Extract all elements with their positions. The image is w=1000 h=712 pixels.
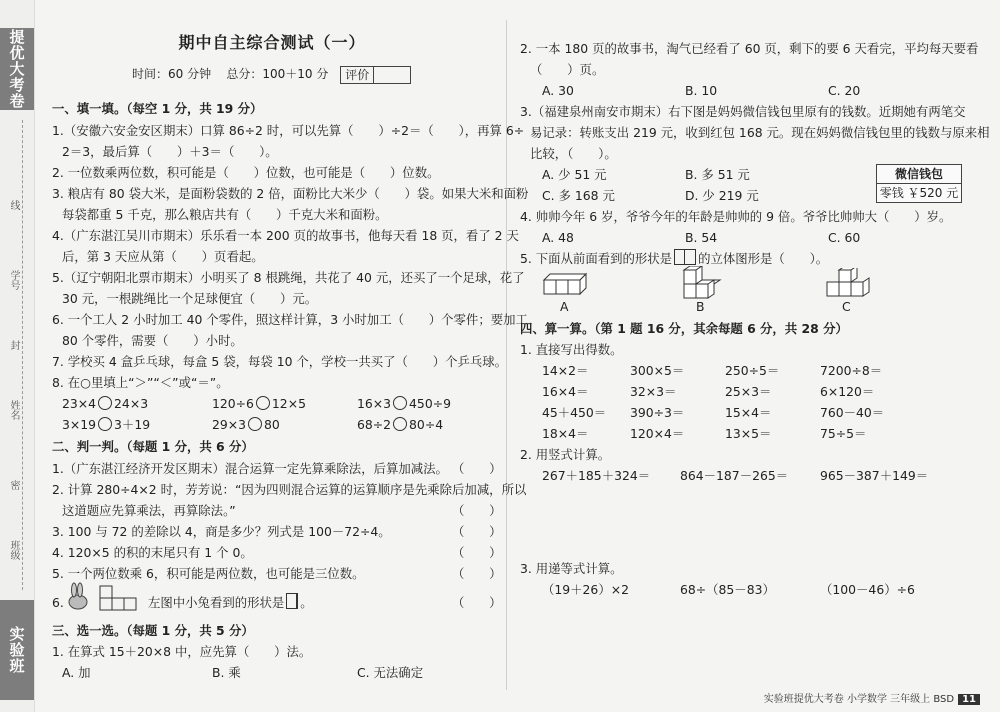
left-column [52, 0, 529, 712]
oral-item[interactable]: 390÷3＝ [630, 405, 685, 420]
choice-option[interactable]: C. 无法确定 [357, 665, 424, 680]
figure-label[interactable]: B [696, 299, 705, 314]
judge-line: 3. 100 与 72 的差除以 4，商是多少？列式是 100－72÷4。 [52, 524, 391, 539]
judge-line: 这道题应先算乘法，再算除法。” [62, 503, 236, 518]
question-line: 1.（安徽六安金安区期末）口算 86÷2 时，可以先算（ ）÷2＝（ ），再算 6÷ [52, 123, 525, 138]
total-score: 总分：100＋10 分 [226, 67, 329, 81]
judge-line: 6. [52, 595, 64, 610]
choice-option[interactable]: A. 加 [62, 665, 91, 680]
question-line: 2＝3，最后算（ ）＋3＝（ ）。 [62, 144, 278, 159]
calc-question: 2. 用竖式计算。 [520, 447, 611, 462]
compare-circle[interactable] [393, 396, 407, 410]
figure-label[interactable]: C [842, 299, 851, 314]
side-label: 姓名 [8, 400, 19, 420]
section-title: 三、选一选。（每题 1 分，共 5 分） [52, 623, 254, 638]
page-title: 期中自主综合测试（一） [178, 33, 366, 52]
compare-item: 68÷2 80÷4 [357, 417, 444, 432]
question-line: 2. 一位数乘两位数，积可能是（ ）位数，也可能是（ ）位数。 [52, 165, 440, 180]
side-label: 封 [8, 340, 19, 350]
binding-sidebar [0, 0, 35, 712]
oral-item[interactable]: 25×3＝ [725, 384, 772, 399]
calc-question: 1. 直接写出得数。 [520, 342, 623, 357]
stepwise-item[interactable]: 68÷（85－83） [680, 582, 775, 597]
answer-paren[interactable]: （ ） [452, 503, 502, 518]
question-line: 8. 在○里填上“＞”“＜”或“＝”。 [52, 375, 229, 390]
compare-circle[interactable] [256, 396, 270, 410]
choice-option[interactable]: B. 乘 [212, 665, 241, 680]
brand-band-top: 提优大考卷 [0, 28, 34, 110]
figure-label[interactable]: A [560, 299, 569, 314]
oral-item[interactable]: 32×3＝ [630, 384, 677, 399]
choice-question: 3.（福建泉州南安市期末）右下图是妈妈微信钱包里原有的钱数。近期她有两笔交 [520, 104, 966, 119]
side-label: 学号 [8, 270, 19, 290]
choice-option[interactable]: D. 少 219 元 [685, 188, 759, 203]
oral-item[interactable]: 760－40＝ [820, 405, 885, 420]
judge-line: 2. 计算 280÷4×2 时，芳芳说：“因为四则混合运算的运算顺序是先乘除后加减，所以 [52, 482, 527, 497]
choice-option[interactable]: A. 30 [542, 83, 574, 98]
question-line: 6. 一个工人 2 小时加工 40 个零件，照这样计算，3 小时加工（ ）个零件；要加工 [52, 312, 528, 327]
choice-question: 易记录：转账支出 219 元，收到红包 168 元。现在妈妈微信钱包里的钱数与原来相 [530, 125, 990, 140]
exam-meta [132, 64, 411, 85]
question-line: 5.（辽宁朝阳北票市期末）小明买了 8 根跳绳，共花了 40 元，还买了一个足球，花了 [52, 270, 525, 285]
rating-box [340, 66, 411, 84]
choice-question: 1. 在算式 15＋20×8 中，应先算（ ）法。 [52, 644, 312, 659]
section-title: 二、判一判。（每题 1 分，共 6 分） [52, 439, 254, 454]
oral-item[interactable]: 300×5＝ [630, 363, 685, 378]
compare-circle[interactable] [98, 417, 112, 431]
oral-item[interactable]: 7200÷8＝ [820, 363, 883, 378]
answer-paren[interactable]: （ ） [452, 566, 502, 581]
section-title: 四、算一算。（第 1 题 16 分，其余每题 6 分，共 28 分） [520, 321, 848, 336]
judge-line: 4. 120×5 的积的末尾只有 1 个 0。 [52, 545, 253, 560]
oral-item[interactable]: 16×4＝ [542, 384, 589, 399]
question-line: 3. 粮店有 80 袋大米，是面粉袋数的 2 倍，面粉比大米少（ ）袋。如果大米和面粉 [52, 186, 529, 201]
judge-line: 5. 一个两位数乘 6，积可能是两位数，也可能是三位数。 [52, 566, 365, 581]
choice-question: （ ）页。 [530, 62, 605, 77]
oral-item[interactable]: 14×2＝ [542, 363, 589, 378]
stepwise-item[interactable]: （100－46）÷6 [820, 582, 915, 597]
section-title: 一、填一填。（每空 1 分，共 19 分） [52, 101, 263, 116]
wallet-title: 微信钱包 [877, 165, 961, 184]
vertical-item[interactable]: 864－187－265＝ [680, 468, 789, 483]
question-line: 4.（广东湛江吴川市期末）乐乐看一本 200 页的故事书，他每天看 18 页，看了 2 天 [52, 228, 519, 243]
right-column [520, 0, 990, 712]
answer-paren[interactable]: （ ） [452, 524, 502, 539]
choice-question: 2. 一本 180 页的故事书，淘气已经看了 60 页，剩下的要 6 天看完，平均每天要看 [520, 41, 979, 56]
oral-item[interactable]: 15×4＝ [725, 405, 772, 420]
compare-circle[interactable] [98, 396, 112, 410]
choice-option[interactable]: B. 多 51 元 [685, 167, 750, 182]
answer-paren[interactable]: （ ） [452, 595, 502, 610]
question-line: 每袋都重 5 千克，那么粮店共有（ ）千克大米和面粉。 [62, 207, 388, 222]
time-limit: 时间：60 分钟 [132, 67, 212, 81]
oral-item[interactable]: 18×4＝ [542, 426, 589, 441]
compare-circle[interactable] [248, 417, 262, 431]
page-number: 11 [958, 694, 980, 705]
cut-line [22, 120, 23, 590]
choice-question: 5. 下面从前面看到的形状是 的立体图形是（ ）。 [520, 251, 829, 266]
stepwise-item[interactable]: （19＋26）×2 [542, 582, 629, 597]
judge-line: 左图中小兔看到的形状是 。 [148, 595, 313, 610]
question-line: 7. 学校买 4 盒乒乓球，每盒 5 袋，每袋 10 个，学校一共买了（ ）个乒乓球。 [52, 354, 508, 369]
side-label: 密 [8, 480, 19, 490]
oral-item[interactable]: 13×5＝ [725, 426, 772, 441]
choice-option[interactable]: C. 多 168 元 [542, 188, 615, 203]
choice-option[interactable]: B. 54 [685, 230, 718, 245]
choice-option[interactable]: B. 10 [685, 83, 718, 98]
oral-item[interactable]: 6×120＝ [820, 384, 875, 399]
calc-question: 3. 用递等式计算。 [520, 561, 623, 576]
shape-answer-icon [286, 593, 298, 609]
choice-question: 比较，（ ）。 [530, 146, 617, 161]
brand-band-bottom: 实验班 [0, 600, 34, 700]
oral-item[interactable]: 120×4＝ [630, 426, 685, 441]
choice-question: 4. 帅帅今年 6 岁，爷爷今年的年龄是帅帅的 9 倍。爷爷比帅帅大（ ）岁。 [520, 209, 952, 224]
wallet-box [876, 164, 962, 203]
oral-item[interactable]: 75÷5＝ [820, 426, 867, 441]
compare-item: 3×19 3＋19 [62, 417, 151, 432]
compare-item: 120÷6 12×5 [212, 396, 306, 411]
front-view-icon [674, 249, 696, 265]
choice-option[interactable]: C. 60 [828, 230, 861, 245]
page-footer [764, 690, 980, 705]
compare-item: 29×3 80 [212, 417, 280, 432]
vertical-item[interactable]: 965－387＋149＝ [820, 468, 929, 483]
rating-label: 评价 [341, 67, 374, 83]
answer-paren[interactable]: （ ） [452, 545, 502, 560]
rabbit-cubes-icon [66, 582, 146, 612]
question-line: 80 个零件，需要（ ）小时。 [62, 333, 243, 348]
cube-figure-b-icon [682, 266, 732, 300]
side-label: 线 [8, 200, 19, 210]
judge-line: 1.（广东湛江经济开发区期末）混合运算一定先算乘除法，后算加减法。 [52, 461, 448, 476]
oral-item[interactable]: 250÷5＝ [725, 363, 780, 378]
compare-item: 16×3 450÷9 [357, 396, 451, 411]
choice-option[interactable]: C. 20 [828, 83, 861, 98]
oral-item[interactable]: 45＋450＝ [542, 405, 607, 420]
choice-option[interactable]: A. 少 51 元 [542, 167, 607, 182]
question-line: 后，第 3 天应从第（ ）页看起。 [62, 249, 264, 264]
answer-paren[interactable]: （ ） [452, 461, 502, 476]
side-label: 班级 [8, 540, 19, 560]
vertical-item[interactable]: 267＋185＋324＝ [542, 468, 651, 483]
footer-text: 实验班提优大考卷 小学数学 三年级上 BSD [763, 694, 955, 705]
compare-item: 23×4 24×3 [62, 396, 149, 411]
compare-circle[interactable] [393, 417, 407, 431]
cube-figure-a-icon [542, 270, 592, 298]
question-line: 30 元，一根跳绳比一个足球便宜（ ）元。 [62, 291, 318, 306]
wallet-value: 零钱 ￥520 元 [879, 186, 959, 200]
choice-option[interactable]: A. 48 [542, 230, 574, 245]
